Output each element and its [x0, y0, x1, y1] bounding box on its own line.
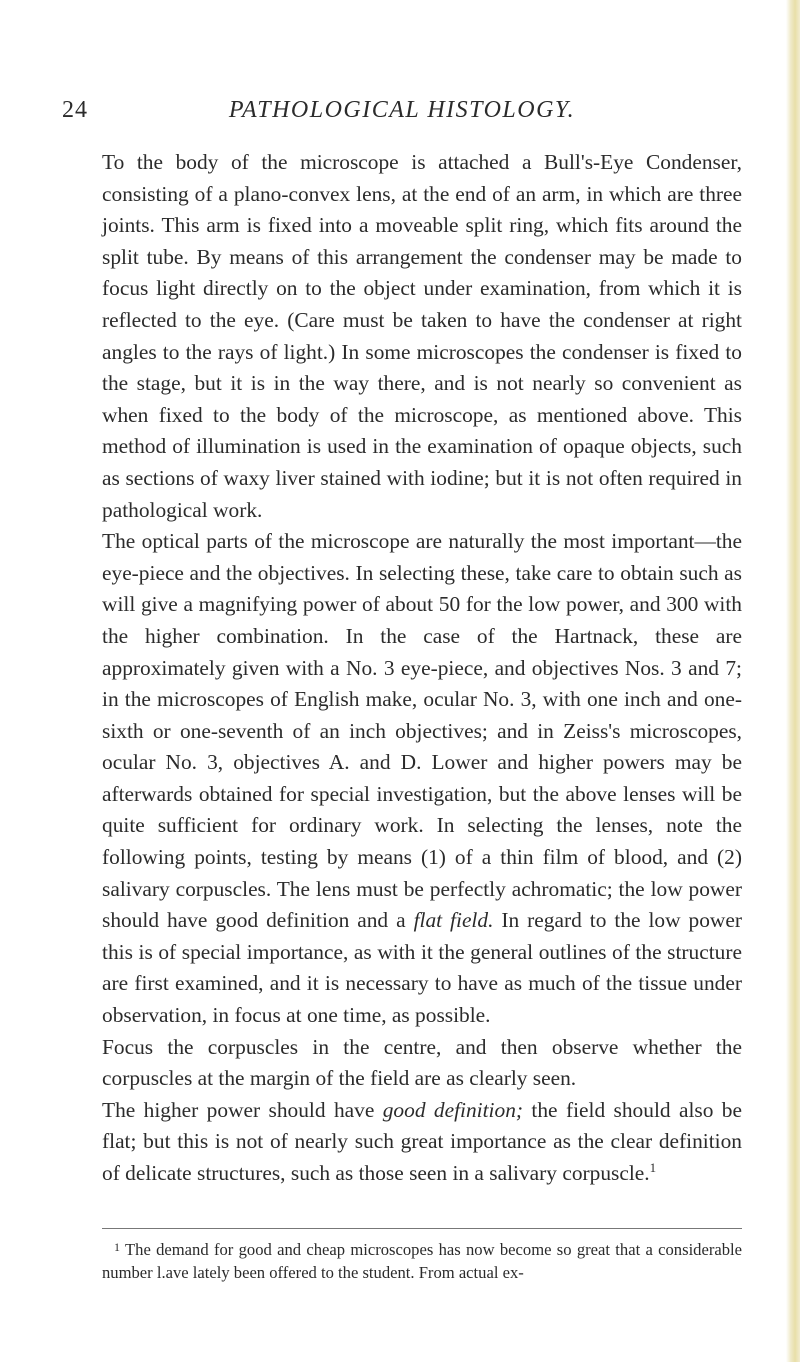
paragraph-text: To the body of the microscope is attached a Bull's-Eye Condenser, consisting of a plano-convex lens, at the end of an arm, in which are three joints. This arm is fixed into a moveable split ring, which fits around the split tube. By means of this arrangement the condenser may be made to focus light directly on to the object under examination, from which it is reflected to the eye. (Care must be taken to have the condenser at right angles to the rays of light.) In some microscopes the condenser is fixed to the stage, but it is in the way there, and is not nearly so convenient as when fixed to the body of the microscope, as mentioned above. This method of illumination is used in the examination of opaque objects, such as sections of waxy liver stained with iodine; but it is not often required in pathological work.: [102, 150, 742, 522]
footnote-rule: [102, 1228, 742, 1229]
running-head: [62, 97, 742, 131]
paragraph-text: The optical parts of the microscope are naturally the most important—the eye-piece and the objectives. In selecting these, take care to obtain such as will give a magnifying power of about 50 for the low power, and 300 with the higher combination. In the case of the Hartnack, these are approximately given with a No. 3 eye-piece, and objectives Nos. 3 and 7; in the microscopes of English make, ocular No. 3, with one inch and one-sixth or one-seventh of an inch objectives; and in Zeiss's microscopes, ocular No. 3, objectives A. and D. Lower and higher powers may be afterwards obtained for special investigation, but the above lenses will be quite sufficient for ordinary work. In selecting the lenses, note the following points, testing by means (1) of a thin film of blood, and (2) salivary corpuscles. The lens must be perfectly achromatic; the low power should have good definition and a: [102, 529, 742, 933]
paragraph-higher-power: [102, 1095, 742, 1190]
running-title: PATHOLOGICAL HISTOLOGY.: [228, 97, 576, 123]
page-edge: [786, 0, 800, 1362]
footnote: [102, 1236, 742, 1284]
paragraph-optical-parts: [102, 526, 742, 1032]
paragraph-text: Focus the corpuscles in the centre, and then observe whether the corpuscles at the margin of the field are as clearly seen.: [102, 1034, 742, 1091]
page-number: 24: [62, 97, 88, 123]
footnote-text: The demand for good and cheap microscopes has now become so great that a considerable number l.ave lately been offered to the student. From actual ex-: [102, 1240, 743, 1282]
paragraph-text: In regard to the low power this is of special importance, as with it the general outlines of the structure are first examined, and it is necessary to have as much of the tissue under observation, in focus at one time, as possible.: [102, 908, 742, 1028]
footnote-marker: 1: [114, 1240, 120, 1254]
emphasis-flat-field: flat field.: [413, 908, 494, 933]
paragraph-text: The higher power should have: [102, 1097, 383, 1122]
emphasis-good-definition: good definition;: [382, 1097, 524, 1122]
paragraph-text: the field should also be flat; but this is not of nearly such great importance as the clear definition of delicate structures, such as those seen in a salivary corpuscle.: [102, 1097, 743, 1185]
paragraph-condenser: [102, 147, 742, 526]
body-text: [102, 147, 742, 1190]
footnote-reference: 1: [649, 1159, 657, 1175]
paragraph-focus: [102, 1032, 742, 1095]
